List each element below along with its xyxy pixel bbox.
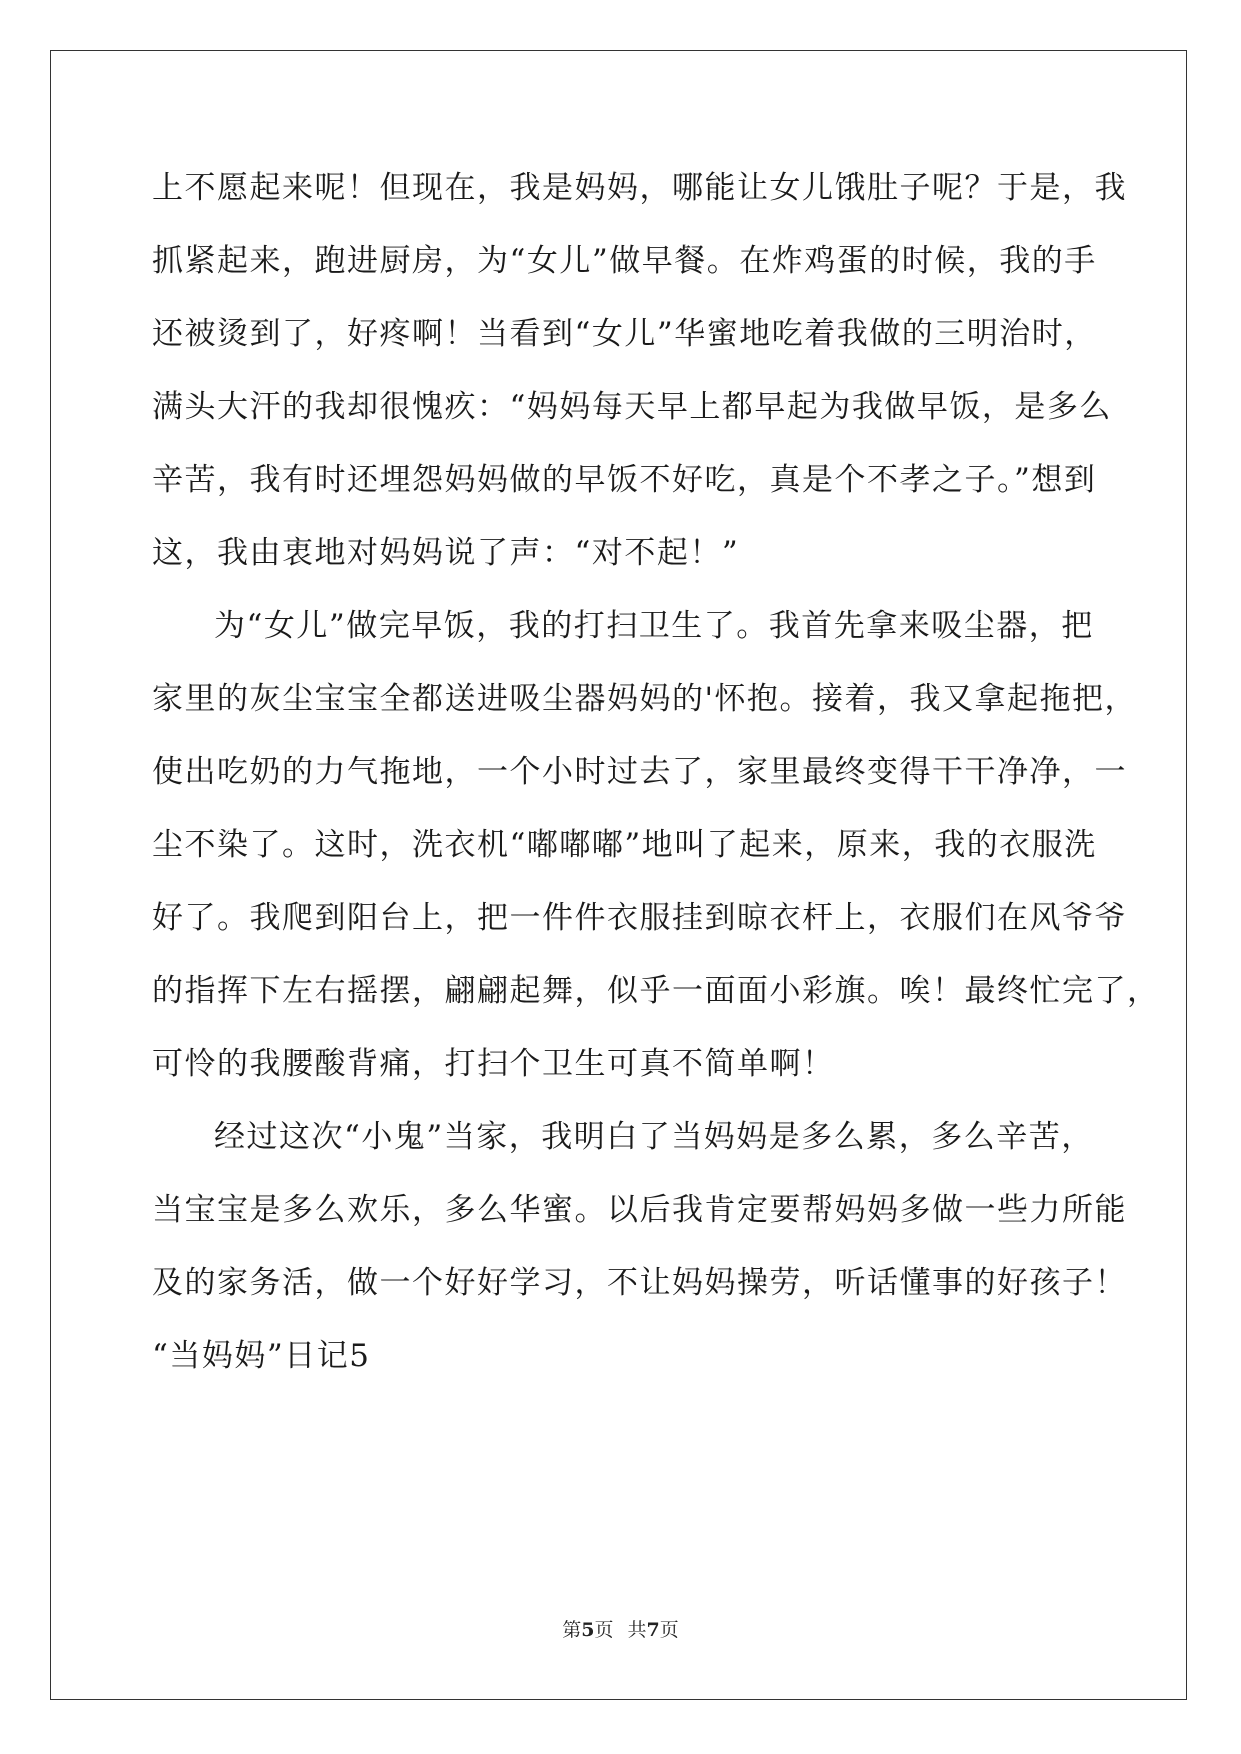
- page-footer: [0, 1615, 1241, 1642]
- text-line: 辛苦，我有时还埋怨妈妈做的早饭不好吃，真是个不孝之子。”想到: [152, 462, 1097, 498]
- text-line: 抓紧起来，跑进厨房，为“女儿”做早餐。在炸鸡蛋的时候，我的手: [152, 243, 1097, 279]
- current-page-number: 5: [581, 1619, 595, 1641]
- total-page-number: 7: [646, 1619, 660, 1641]
- text-line: 上不愿起来呢！但现在，我是妈妈，哪能让女儿饿肚子呢？于是，我: [152, 170, 1127, 206]
- text-line: 可怜的我腰酸背痛，打扫个卫生可真不简单啊！: [152, 1046, 835, 1082]
- page-border: [50, 50, 1187, 1700]
- paragraph-start-line: 经过这次“小鬼”当家，我明白了当妈妈是多么累，多么辛苦，: [214, 1119, 1094, 1155]
- text-line: 家里的灰尘宝宝全都送进吸尘器妈妈的'怀抱。接着，我又拿起拖把，: [152, 681, 1138, 717]
- page-label-prefix: 第: [562, 1619, 582, 1641]
- page-label-suffix: 页: [594, 1619, 614, 1641]
- paragraph-start-line: 为“女儿”做完早饭，我的打扫卫生了。我首先拿来吸尘器，把: [214, 608, 1094, 644]
- text-line: 还被烫到了，好疼啊！当看到“女儿”华蜜地吃着我做的三明治时，: [152, 316, 1097, 352]
- text-line: 的指挥下左右摇摆，翩翩起舞，似乎一面面小彩旗。唉！最终忙完了，: [152, 973, 1160, 1009]
- text-line: 使出吃奶的力气拖地，一个小时过去了，家里最终变得干干净净，一: [152, 754, 1127, 790]
- text-line: 当宝宝是多么欢乐，多么华蜜。以后我肯定要帮妈妈多做一些力所能: [152, 1192, 1127, 1228]
- text-line: 尘不染了。这时，洗衣机“嘟嘟嘟”地叫了起来，原来，我的衣服洗: [152, 827, 1097, 863]
- total-label-prefix: 共: [627, 1619, 647, 1641]
- text-line: 及的家务活，做一个好好学习，不让妈妈操劳，听话懂事的好孩子！: [152, 1265, 1127, 1301]
- text-line: 满头大汗的我却很愧疚：“妈妈每天早上都早起为我做早饭，是多么: [152, 389, 1112, 425]
- text-line: 这，我由衷地对妈妈说了声：“对不起！”: [152, 535, 740, 571]
- section-heading: “当妈妈”日记5: [152, 1338, 371, 1374]
- text-line: 好了。我爬到阳台上，把一件件衣服挂到晾衣杆上，衣服们在风爷爷: [152, 900, 1127, 936]
- total-label-suffix: 页: [659, 1619, 679, 1641]
